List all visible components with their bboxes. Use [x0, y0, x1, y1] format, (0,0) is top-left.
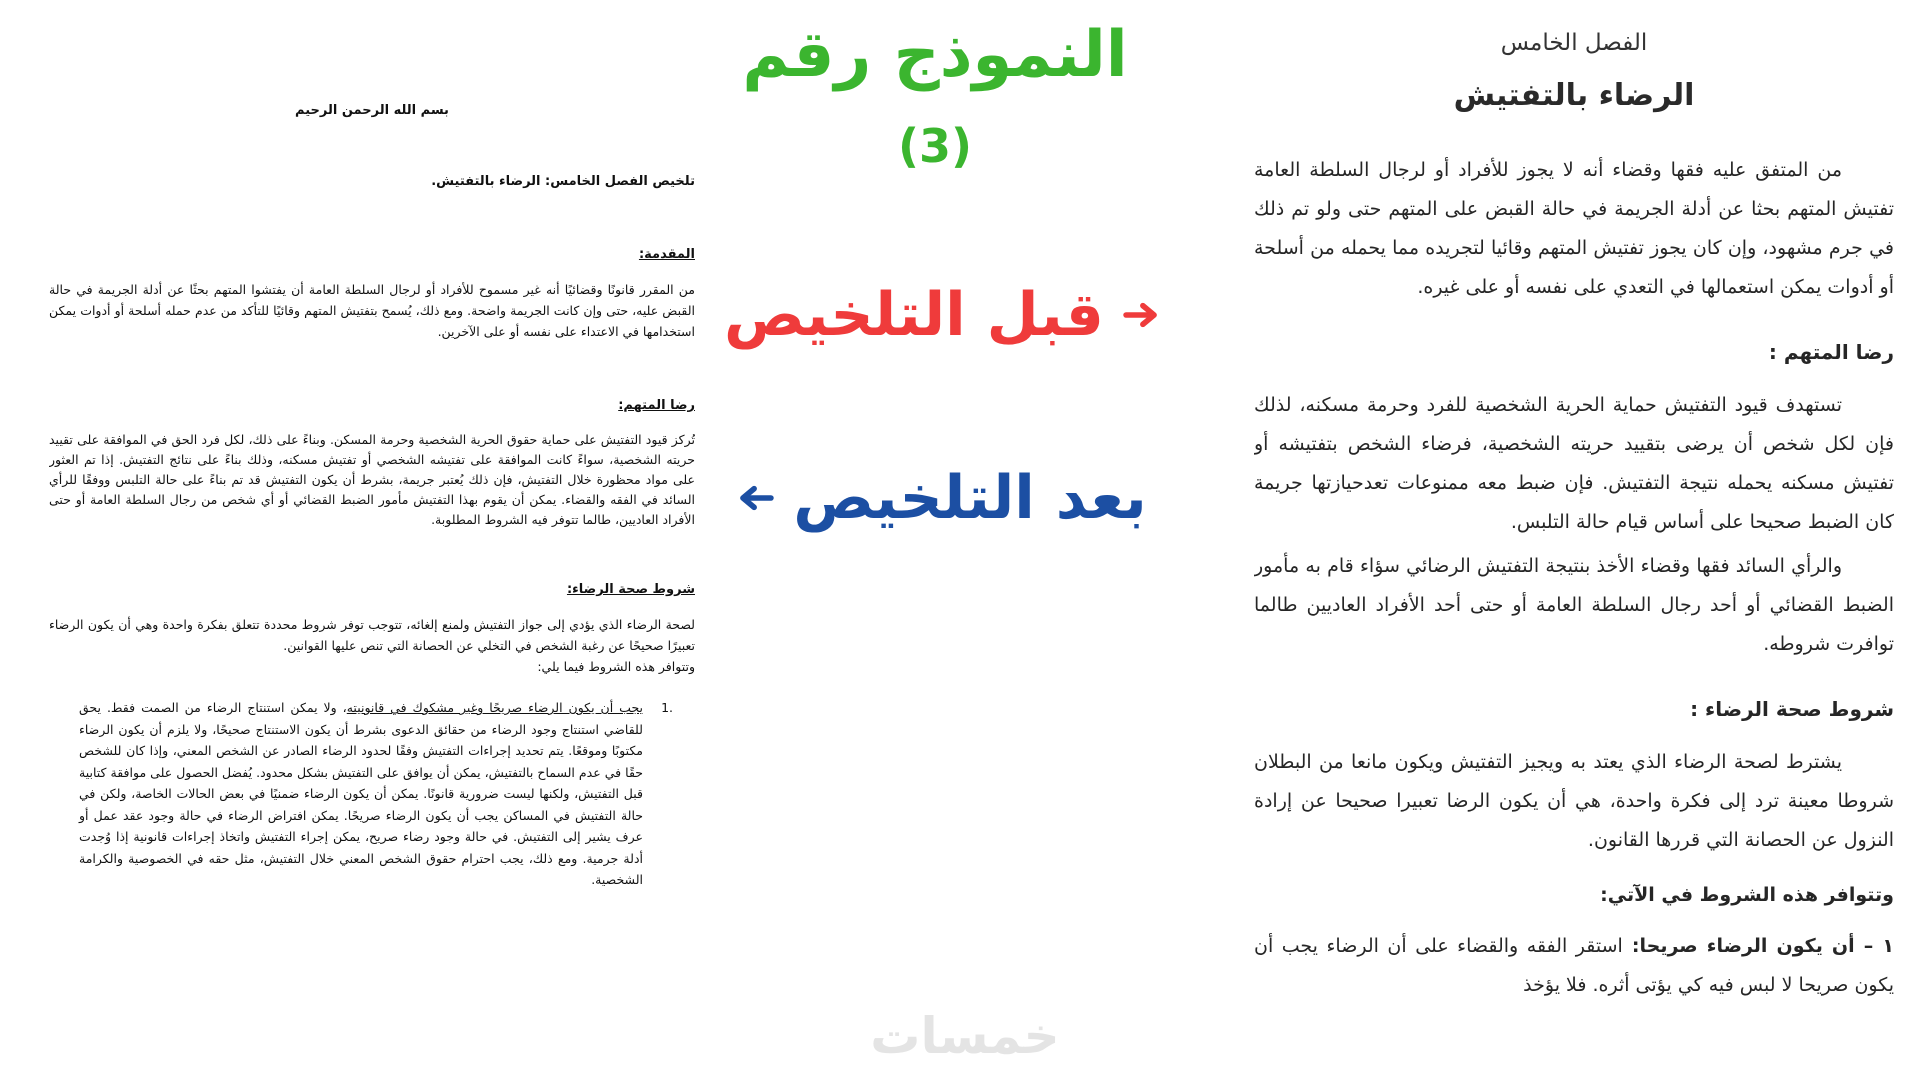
- original-conditions-lead-in: وتتوافر هذه الشروط في الآتي:: [1600, 884, 1894, 906]
- original-condition-item: [1254, 927, 1894, 1005]
- summary-consent-heading: رضا المتهم:: [618, 398, 695, 413]
- summary-conditions-paragraph: [49, 614, 695, 677]
- summary-item-number: 1.: [661, 700, 673, 715]
- after-summary-label: [712, 461, 1172, 535]
- original-conditions-paragraph: يشترط لصحة الرضاء الذي يعتد به ويجيز التفتيش ويكون مانعا من البطلان شروطا معينة ترد إلى فكرة واحدة، هي أن يكون الرضا تعبيرا صحيحا عن إرادة النزول عن الحصانة التي قررها القانون.: [1254, 751, 1894, 851]
- summary-conditions-text: لصحة الرضاء الذي يؤدي إلى جواز التفتيش ولمنع إلغائه، تتوجب توفر شروط محددة تتعلق بفكرة واحدة وهي أن يكون الرضاء تعبيرًا صحيحًا عن رغبة الشخص في التخلي عن الحصانة التي تنص عليها القوانين.: [49, 617, 695, 653]
- arrow-right-icon: [1122, 301, 1160, 329]
- summary-intro-heading: المقدمة:: [638, 247, 695, 262]
- summary-conditions-heading: شروط صحة الرضاء:: [566, 582, 695, 597]
- summary-consent-paragraph: تُركز قيود التفتيش على حماية حقوق الحرية الشخصية وحرمة المسكن. وبناءً على ذلك، لكل فرد الحق في الموافقة على تقييد حريته الشخصية، سواءً كانت الموافقة على تفتيشه الشخصي أو تفتيش مسكنه، وذلك بناءً على نتائج التفتيش. إذا تم العثور على مواد محظورة خلال التفتيش، فإن ذلك يُعتبر جريمة، بشرط أن يكون التفتيش قد تم بناءً على حالة التلبس ووفقًا للرأي السائد في الفقه والقضاء. يمكن أن يقوم بهذا التفتيش مأمور الضبط القضائي أو أي شخص من رجال السلطة العامة أو حتى الأفراد العاديين، طالما تتوفر فيه الشروط المطلوبة.: [49, 432, 695, 527]
- original-item-text: استقر الفقه والقضاء على أن الرضاء يجب أن يكون صريحا لا لبس فيه كي يؤتى أثره. فلا يؤخذ: [1254, 935, 1894, 996]
- original-document: [1254, 0, 1894, 1080]
- before-summary-text: قبل التلخيص: [724, 280, 1104, 350]
- sample-number: (3): [897, 119, 973, 173]
- summary-basmala: بسم الله الرحمن الرحيم: [295, 103, 449, 118]
- original-title: الرضاء بالتفتيش: [1453, 78, 1695, 113]
- original-conditions-heading: شروط صحة الرضاء :: [1690, 697, 1894, 721]
- original-consent-paragraph-1: تستهدف قيود التفتيش حماية الحرية الشخصية للفرد وحرمة مسكنه، لذلك فإن لكل شخص أن يرضى بتقييد حريته الشخصية، فرضاء الشخص بتفتيشه أو تفتيش مسكنه يحمله نتيجة التفتيش. فإن ضبط معه ممنوعات تعدحيازتها جريمة كان الضبط صحيحا على أساس قيام حالة التلبس.: [1254, 394, 1894, 533]
- original-chapter-label: الفصل الخامس: [1500, 30, 1648, 56]
- sample-title: النموذج رقم: [742, 18, 1128, 92]
- summary-item-lead: يجب أن يكون الرضاء صريحًا وغير مشكوك في قانونيته: [346, 700, 643, 715]
- arrow-left-icon: [737, 484, 775, 512]
- original-intro-paragraph: من المتفق عليه فقها وقضاء أنه لا يجوز للأفراد أو لرجال السلطة العامة تفتيش المتهم بحثا عن أدلة الجريمة في حالة القبض على المتهم حتى ولو تم ذلك في جرم مشهود، وإن كان يجوز تفتيش المتهم وقائيا لتجريده مما يحمله من أسلحة أو أدوات يمكن استعمالها في التعدي على نفسه أو على غيره.: [1254, 159, 1894, 298]
- original-consent-paragraph-2: والرأي السائد فقها وقضاء الأخذ بنتيجة التفتيش الرضائي سؤاء قام به مأمور الضبط القضائي أو أحد رجال السلطة العامة أو حتى أحد الأفراد العاديين طالما توافرت شروطه.: [1254, 555, 1894, 655]
- watermark-logo: خمسات: [870, 1007, 1060, 1065]
- after-summary-text: بعد التلخيص: [793, 463, 1147, 533]
- original-item-number: ١ –: [1854, 935, 1894, 957]
- summary-intro-paragraph: من المقرر قانونًا وقضائيًا أنه غير مسموح للأفراد أو لرجال السلطة العامة أن يفتشوا المتهم بحثًا عن أدلة الجريمة في حالة القبض عليه، حتى وإن كانت الجريمة واضحة. ومع ذلك، يُسمح بتفتيش المتهم وقائيًا للتأكد من عدم حمله أسلحة أو أدوات يمكن استخدامها في الاعتداء على نفسه أو على الآخرين.: [49, 282, 695, 339]
- summary-title: تلخيص الفصل الخامس: الرضاء بالتفتيش.: [431, 174, 695, 189]
- summary-document: [49, 0, 695, 1080]
- summary-item-text: ، ولا يمكن استنتاج الرضاء من الصمت فقط. يحق للقاضي استنتاج وجود الرضاء من حقائق الدعوى بشرط أن يكون الاستنتاج صحيحًا، ولا يلزم أن يكون الرضاء مكتوبًا وموقعًا. يتم تحديد إجراءات التفتيش وفقًا لحدود الرضاء الصادر عن الشخص المعني، وإذا كان للشخص حقًا في عدم السماح بالتفتيش، يمكن أن يوافق على التفتيش بشكل محدود. يُفضل الحصول على موافقة كتابية قبل التفتيش، ولكنها ليست ضرورية قانونًا. يمكن أن يكون الرضاء ضمنيًا في بعض الحالات الخاصة، ولكن في حالة التفتيش في المساكن يجب أن يكون الرضاء صريحًا. يمكن افتراض الرضاء في حالة وجود عقد عمل أو عرف يشير إلى التفتيش. في حالة وجود رضاء صريح، يمكن إجراء التفتيش واتخاذ إجراءات قانونية إذا وُجدت أدلة جرمية. ومع ذلك، يجب احترام حقوق الشخص المعني خلال التفتيش، مثل حقه في الخصوصية والكرامة الشخصية.: [79, 700, 643, 887]
- original-item-lead: أن يكون الرضاء صريحا:: [1622, 935, 1855, 957]
- before-summary-label: [712, 278, 1172, 352]
- summary-condition-item: [49, 697, 695, 891]
- original-consent-heading: رضا المتهم :: [1768, 340, 1894, 364]
- summary-conditions-lead-in: وتتوافر هذه الشروط فيما يلي:: [537, 659, 695, 674]
